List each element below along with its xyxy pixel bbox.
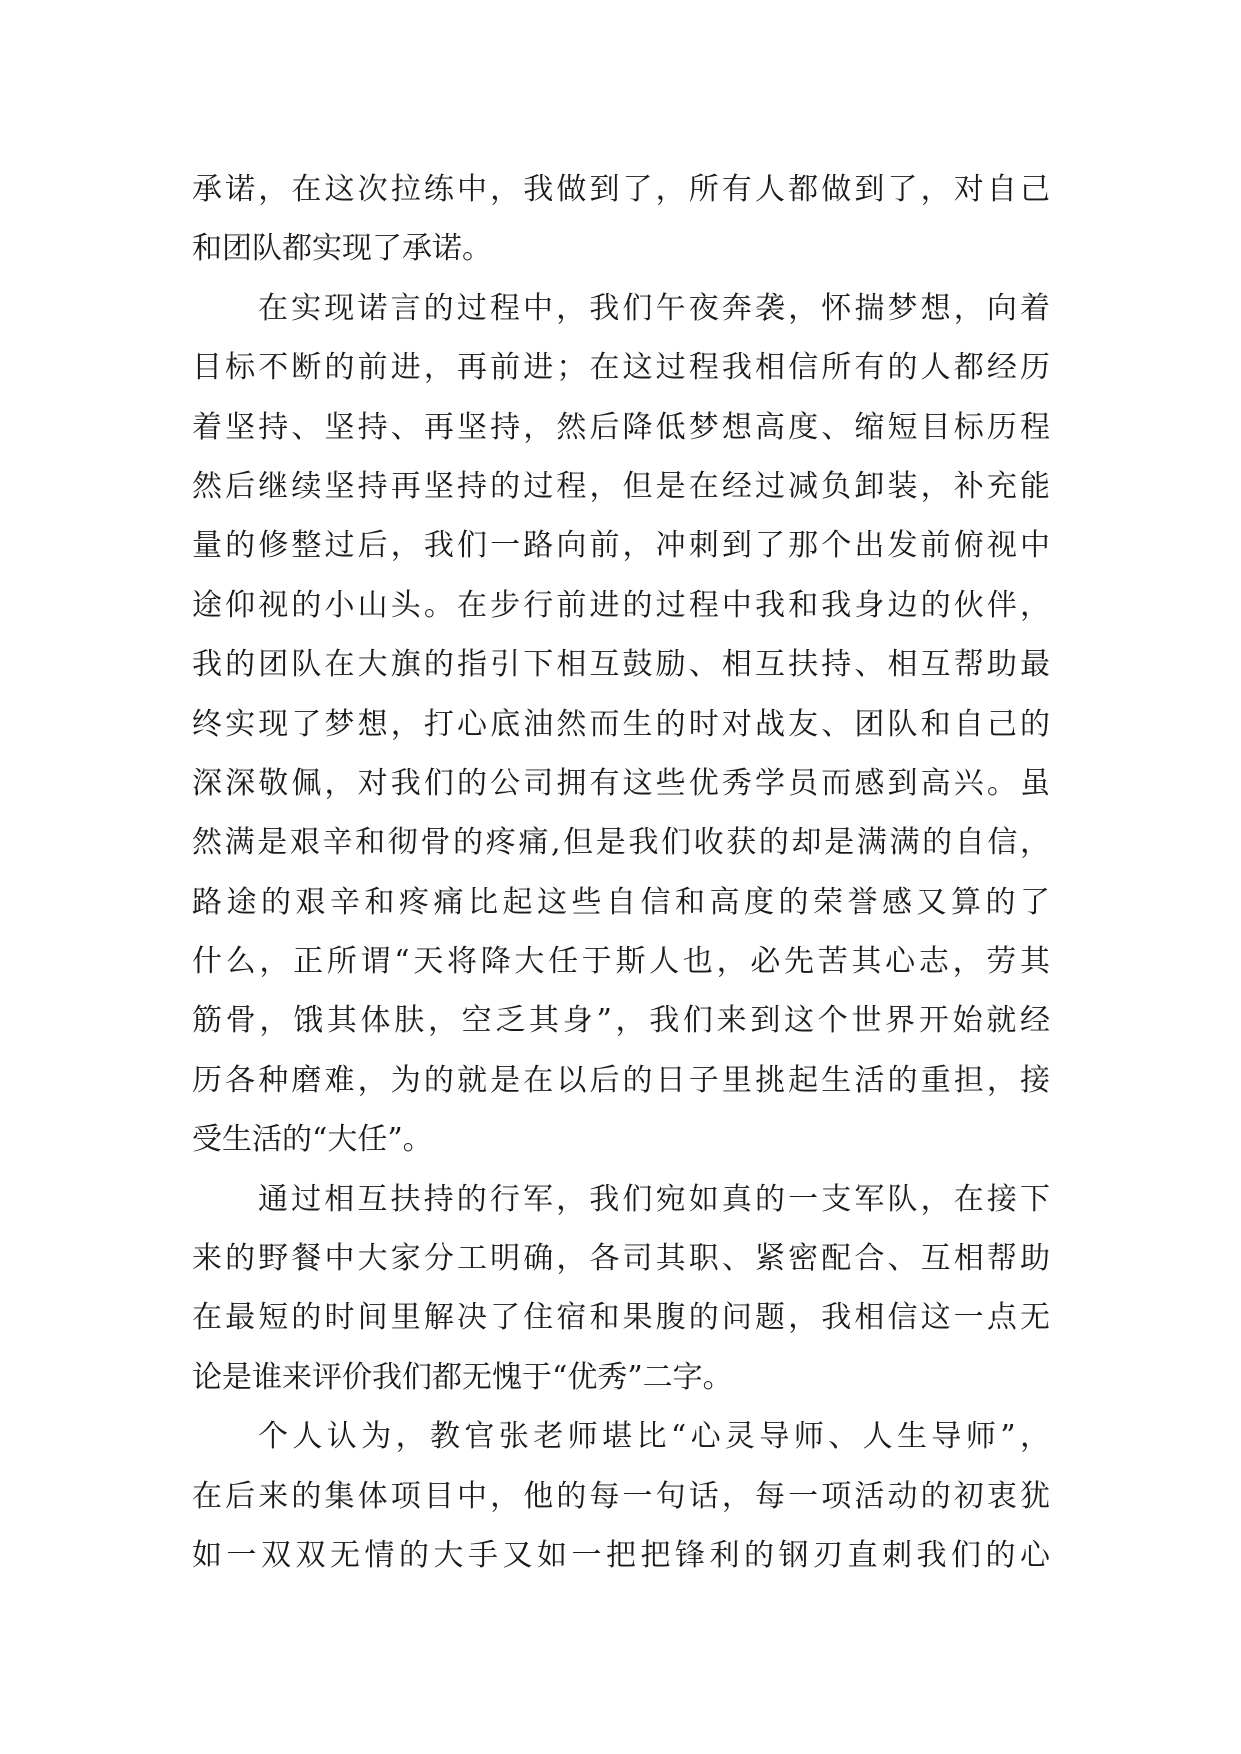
text-line: 论是谁来评价我们都无愧于“优秀”二字。 — [192, 1359, 733, 1395]
text-line: 和团队都实现了承诺。 — [192, 231, 492, 267]
text-line: 路途的艰辛和疼痛比起这些自信和高度的荣誉感又算的了 — [192, 884, 1050, 920]
text-line: 终实现了梦想，打心底油然而生的时对战友、团队和自己的 — [192, 706, 1050, 742]
text-line: 在后来的集体项目中，他的每一句话，每一项活动的初衷犹 — [192, 1478, 1050, 1514]
text-line: 在最短的时间里解决了住宿和果腹的问题，我相信这一点无 — [192, 1300, 1050, 1336]
text-line: 个人认为，教官张老师堪比“心灵导师、人生导师”， — [258, 1419, 1050, 1455]
text-line: 量的修整过后，我们一路向前，冲刺到了那个出发前俯视中 — [192, 528, 1050, 564]
text-line: 如一双双无情的大手又如一把把锋利的钢刃直刺我们的心 — [192, 1537, 1050, 1573]
text-line: 我的团队在大旗的指引下相互鼓励、相互扶持、相互帮助最 — [192, 647, 1050, 683]
text-line: 承诺，在这次拉练中，我做到了，所有人都做到了，对自己 — [192, 172, 1050, 207]
text-line: 通过相互扶持的行军，我们宛如真的一支军队，在接下 — [258, 1181, 1050, 1217]
text-line: 在实现诺言的过程中，我们午夜奔袭，怀揣梦想，向着 — [258, 290, 1050, 326]
text-line: 目标不断的前进，再前进；在这过程我相信所有的人都经历 — [192, 350, 1050, 386]
text-line: 历各种磨难，为的就是在以后的日子里挑起生活的重担，接 — [192, 1062, 1050, 1098]
text-line: 受生活的“大任”。 — [192, 1122, 433, 1158]
text-line: 深深敬佩，对我们的公司拥有这些优秀学员而感到高兴。虽 — [192, 765, 1050, 801]
body-text — [192, 160, 1050, 1585]
text-line: 什么，正所谓“天将降大任于斯人也，必先苦其心志，劳其 — [192, 944, 1050, 980]
text-line: 途仰视的小山头。在步行前进的过程中我和我身边的伙伴， — [192, 587, 1050, 623]
text-line: 着坚持、坚持、再坚持，然后降低梦想高度、缩短目标历程 — [192, 409, 1050, 445]
text-line: 然满是艰辛和彻骨的疼痛,但是我们收获的却是满满的自信， — [192, 825, 1050, 861]
text-line: 筋骨，饿其体肤，空乏其身”，我们来到这个世界开始就经 — [192, 1003, 1050, 1039]
text-line: 然后继续坚持再坚持的过程，但是在经过减负卸装，补充能 — [192, 468, 1050, 504]
text-line: 来的野餐中大家分工明确，各司其职、紧密配合、互相帮助 — [192, 1241, 1050, 1277]
